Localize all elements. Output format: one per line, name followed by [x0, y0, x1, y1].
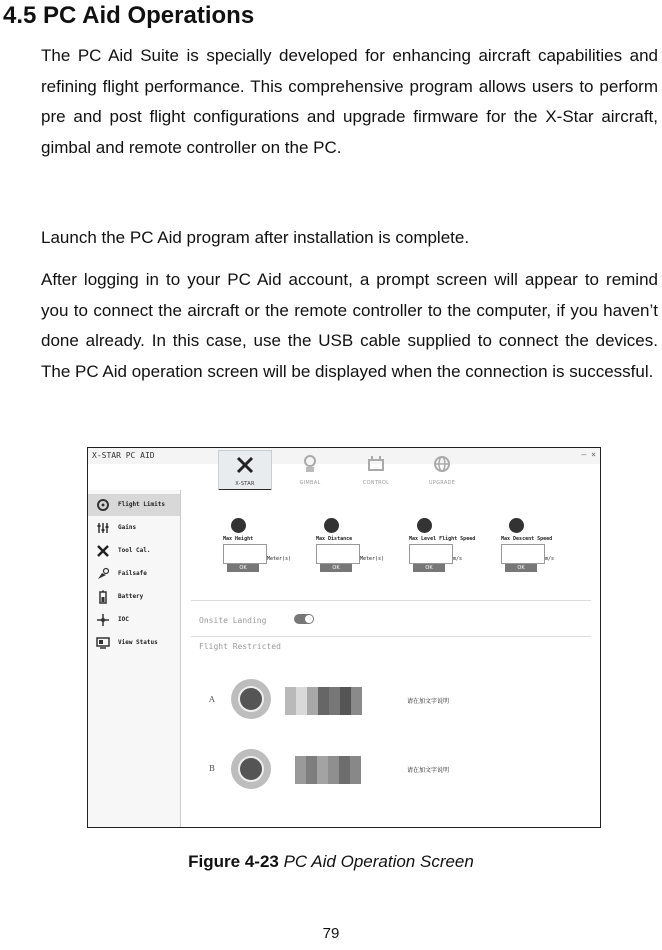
- row-b-image-strip: [295, 756, 361, 784]
- figure-title: PC Aid Operation Screen: [283, 852, 474, 871]
- globe-icon: [432, 454, 452, 474]
- divider: [191, 600, 591, 601]
- row-a-label: A: [209, 695, 215, 704]
- max-height-input[interactable]: [223, 544, 267, 564]
- sidebar-item-label: Battery: [118, 593, 144, 600]
- sidebar-item-label: IOC: [118, 616, 129, 623]
- tab-label: UPGRADE: [428, 480, 456, 486]
- row-a-image-strip: [285, 687, 362, 715]
- flight-restricted-label: Flight Restricted: [199, 642, 281, 651]
- sidebar-item-tool-cal[interactable]: [88, 540, 180, 562]
- param-label: Max Level Flight Speed: [409, 536, 476, 542]
- param-max-distance: [316, 518, 412, 588]
- tab-label: GIMBAL: [299, 480, 321, 486]
- row-a-note: 请在加文字说明: [407, 698, 450, 705]
- distance-icon: [324, 518, 339, 533]
- param-unit: Meter(s): [267, 556, 292, 562]
- paragraph-launch: Launch the PC Aid program after installation is complete.: [41, 228, 470, 247]
- row-b-dial[interactable]: [231, 749, 271, 789]
- tab-gimbal[interactable]: [284, 450, 336, 488]
- app-title: X-STAR PC AID: [92, 451, 155, 460]
- arrows-icon: [96, 613, 110, 627]
- sidebar-item-label: Gains: [118, 524, 137, 531]
- paragraph-intro: The PC Aid Suite is specially developed for enhancing aircraft capabilities and refining flight performance. This comprehensive program allows users to perform pre and post flight configurations and upgrade firmware for the X-Star aircraft, gimbal and remote controller on the PC.: [41, 46, 658, 157]
- tools-icon: [96, 544, 110, 558]
- sidebar-item-ioc[interactable]: [88, 609, 180, 631]
- speed-icon: [417, 518, 432, 533]
- sidebar-item-label: Tool Cal.: [118, 547, 151, 554]
- figure-number: Figure 4-23: [188, 852, 279, 871]
- param-label: Max Distance: [316, 536, 353, 542]
- max-descent-speed-input[interactable]: [501, 544, 545, 564]
- gear-icon: [96, 498, 110, 512]
- tab-label: CONTROL: [362, 480, 390, 486]
- max-descent-speed-ok-button[interactable]: OK: [505, 564, 537, 572]
- param-unit: m/s: [545, 556, 555, 562]
- max-distance-ok-button[interactable]: OK: [320, 564, 352, 572]
- param-label: Max Descent Speed: [501, 536, 553, 542]
- controller-icon: [366, 454, 386, 474]
- top-nav: [88, 448, 600, 490]
- max-height-ok-button[interactable]: OK: [227, 564, 259, 572]
- descent-icon: [509, 518, 524, 533]
- sliders-icon: [96, 521, 110, 535]
- gimbal-icon: [300, 454, 320, 474]
- drone-icon: [235, 455, 255, 475]
- pc-aid-screenshot: [87, 447, 601, 828]
- sidebar-item-label: View Status: [118, 639, 158, 646]
- app-titlebar: [88, 448, 600, 464]
- param-label: Max Height: [223, 536, 254, 542]
- param-max-level-speed: [409, 518, 505, 588]
- section-heading: 4.5 PC Aid Operations: [3, 2, 255, 29]
- paragraph-connect: After logging in to your PC Aid account, a prompt screen will appear to remind you to connect the aircraft or the remote controller to the computer, if you haven’t done already. In this case, use the USB cable supplied to connect the devices. The PC Aid operation screen will be displayed when the connection is successful.: [41, 270, 658, 381]
- row-a-dial[interactable]: [231, 679, 271, 719]
- max-level-speed-ok-button[interactable]: OK: [413, 564, 445, 572]
- sidebar-item-failsafe[interactable]: [88, 563, 180, 585]
- tab-xstar[interactable]: [218, 450, 272, 492]
- param-max-height: [223, 518, 319, 588]
- tab-upgrade[interactable]: [416, 450, 468, 488]
- page-number: 79: [322, 925, 340, 942]
- tab-control[interactable]: [350, 450, 402, 488]
- monitor-icon: [96, 636, 110, 650]
- onsite-landing-label: Onsite Landing: [199, 616, 267, 625]
- sidebar-item-view-status[interactable]: [88, 632, 180, 654]
- sidebar-item-gains[interactable]: [88, 517, 180, 539]
- param-unit: Meter(s): [360, 556, 385, 562]
- sidebar-item-label: Flight Limits: [118, 501, 165, 508]
- sidebar: [88, 490, 181, 827]
- battery-icon: [96, 590, 110, 604]
- figure-caption: [0, 852, 662, 872]
- max-level-speed-input[interactable]: [409, 544, 453, 564]
- sidebar-item-flight-limits[interactable]: [88, 494, 180, 516]
- sidebar-item-battery[interactable]: [88, 586, 180, 608]
- row-b-note: 请在加文字说明: [407, 767, 450, 774]
- divider: [191, 636, 591, 637]
- onsite-landing-toggle[interactable]: [294, 614, 314, 624]
- satellite-icon: [96, 567, 110, 581]
- param-max-descent-speed: [501, 518, 597, 588]
- param-unit: m/s: [453, 556, 463, 562]
- height-icon: [231, 518, 246, 533]
- sidebar-item-label: Failsafe: [118, 570, 147, 577]
- row-b-label: B: [209, 764, 215, 773]
- max-distance-input[interactable]: [316, 544, 360, 564]
- window-controls[interactable]: – ×: [581, 450, 596, 459]
- tab-label: X-STAR: [235, 481, 255, 487]
- flight-limits-panel: [181, 490, 600, 827]
